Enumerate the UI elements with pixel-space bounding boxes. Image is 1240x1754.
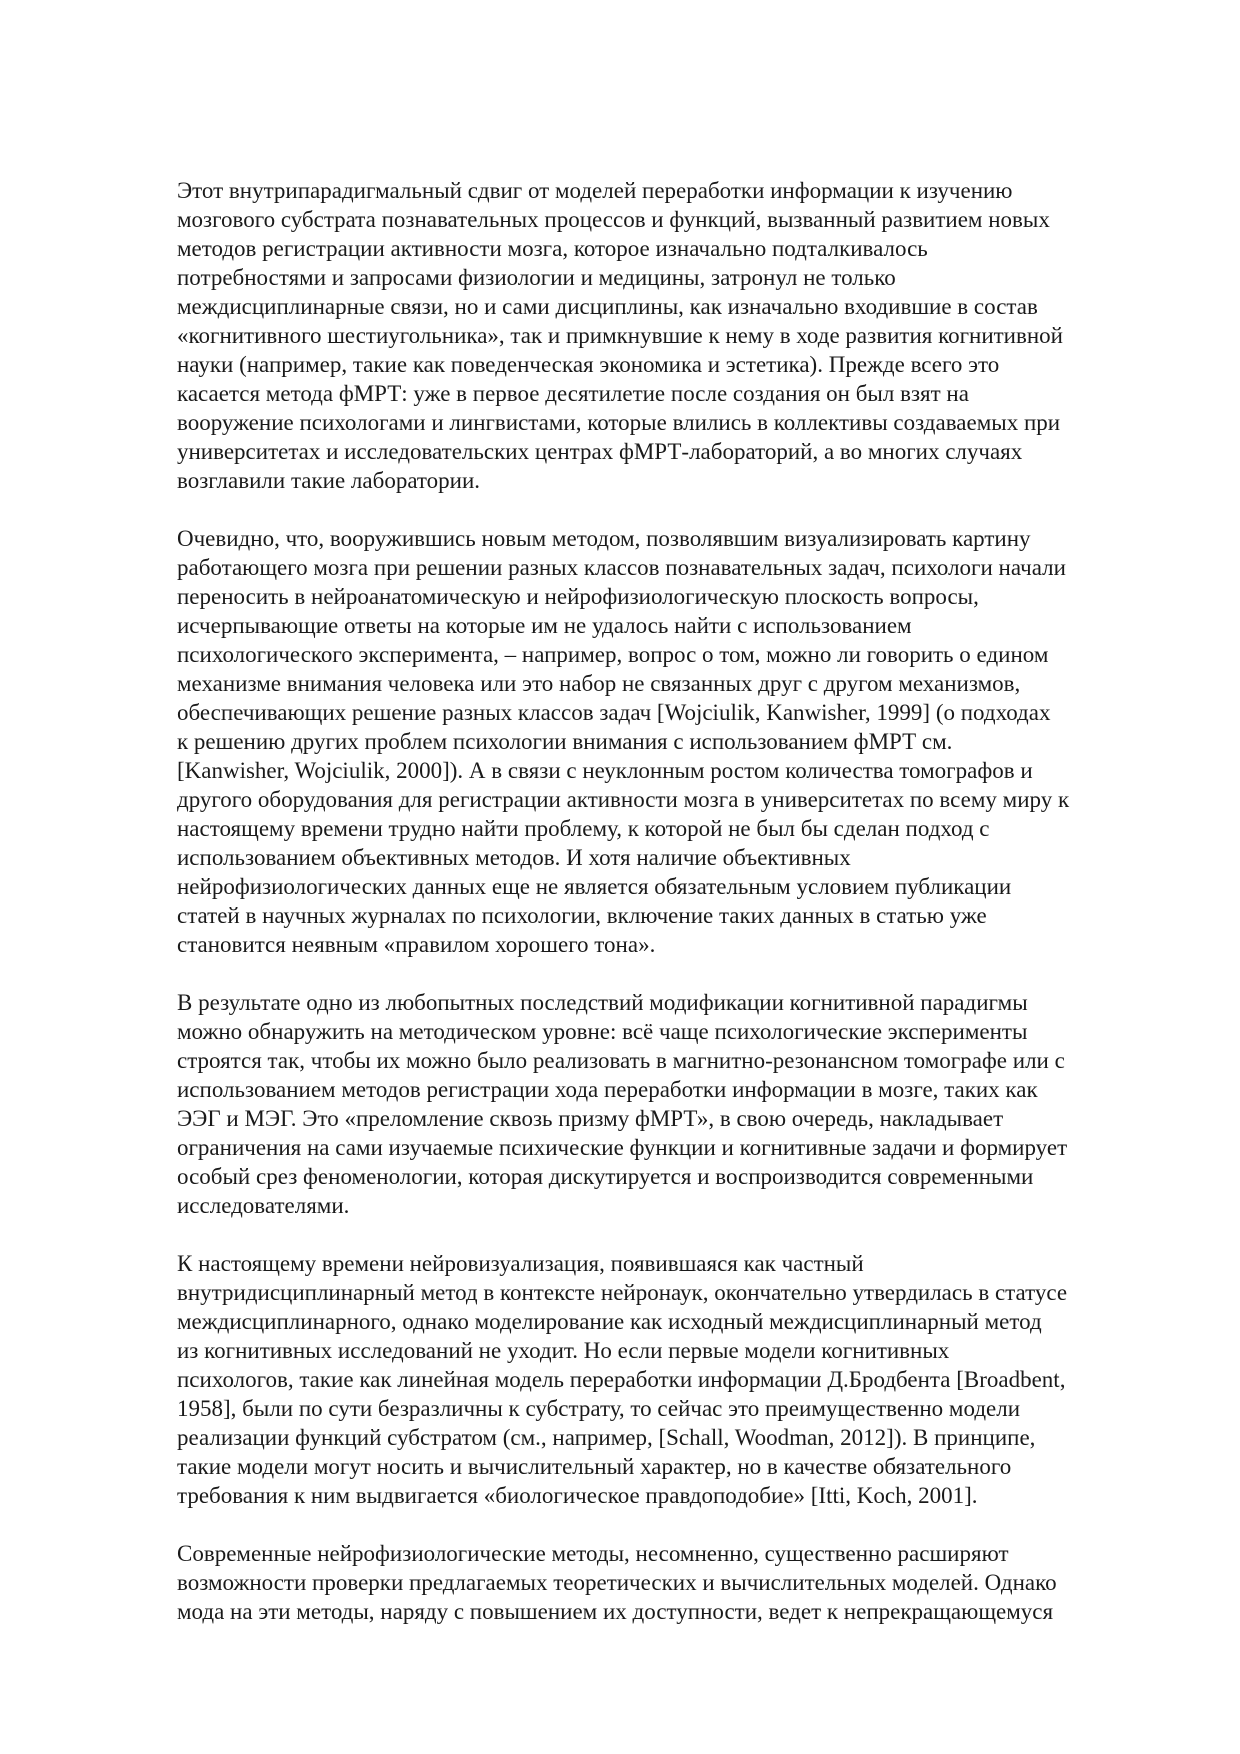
text-line: потребностями и запросами физиологии и медицины, затронул не только xyxy=(177,265,896,290)
text-line: использованием объективных методов. И хотя наличие объективных xyxy=(177,845,851,870)
text-line: междисциплинарного, однако моделирование как исходный междисциплинарный метод xyxy=(177,1309,1042,1334)
text-line: обеспечивающих решение разных классов задач [Wojciulik, Kanwisher, 1999] (о подходах xyxy=(177,700,1051,725)
text-line: переносить в нейроанатомическую и нейрофизиологическую плоскость вопросы, xyxy=(177,584,979,609)
text-line: мода на эти методы, наряду с повышением их доступности, ведет к непрекращающемуся xyxy=(177,1599,1054,1624)
text-line: из когнитивных исследований не уходит. Но если первые модели когнитивных xyxy=(177,1338,950,1363)
paragraph xyxy=(177,1249,1163,1510)
text-line: «когнитивного шестиугольника», так и примкнувшие к нему в ходе развития когнитивной xyxy=(177,323,1063,348)
text-line: касается метода фМРТ: уже в первое десятилетие после создания он был взят на xyxy=(177,381,969,406)
text-line: вооружение психологами и лингвистами, которые влились в коллективы создаваемых при xyxy=(177,410,1061,435)
text-line: нейрофизиологических данных еще не является обязательным условием публикации xyxy=(177,874,1012,899)
text-line: строятся так, чтобы их можно было реализовать в магнитно-резонансном томографе или с xyxy=(177,1048,1065,1073)
text-line: Очевидно, что, вооружившись новым методом, позволявшим визуализировать картину xyxy=(177,526,1031,551)
paragraph xyxy=(177,176,1163,495)
text-line: можно обнаружить на методическом уровне: всё чаще психологические эксперименты xyxy=(177,1019,1028,1044)
text-line: исследователями. xyxy=(177,1193,350,1218)
text-line: возможности проверки предлагаемых теоретических и вычислительных моделей. Однако xyxy=(177,1570,1057,1595)
text-line: исчерпывающие ответы на которые им не удалось найти с использованием xyxy=(177,613,912,638)
paragraph xyxy=(177,524,1163,959)
text-line: Современные нейрофизиологические методы, несомненно, существенно расширяют xyxy=(177,1541,1009,1566)
text-line: механизме внимания человека или это набор не связанных друг с другом механизмов, xyxy=(177,671,1021,696)
text-line: реализации функций субстратом (см., например, [Schall, Woodman, 2012]). В принципе, xyxy=(177,1425,1036,1450)
text-line: использованием методов регистрации хода переработки информации в мозге, таких как xyxy=(177,1077,1038,1102)
text-line: В результате одно из любопытных последствий модификации когнитивной парадигмы xyxy=(177,990,1028,1015)
paragraph xyxy=(177,988,1163,1220)
text-line: настоящему времени трудно найти проблему, к которой не был бы сделан подход с xyxy=(177,816,990,841)
text-line: психологического эксперимента, – например, вопрос о том, можно ли говорить о едином xyxy=(177,642,1049,667)
paragraph xyxy=(177,1539,1163,1626)
text-line: методов регистрации активности мозга, которое изначально подталкивалось xyxy=(177,236,928,261)
text-line: [Kanwisher, Wojciulik, 2000]). А в связи с неуклонным ростом количества томографов и xyxy=(177,758,1033,783)
text-line: психологов, такие как линейная модель переработки информации Д.Бродбента [Broadbent, xyxy=(177,1367,1066,1392)
text-line: К настоящему времени нейровизуализация, появившаяся как частный xyxy=(177,1251,864,1276)
text-line: к решению других проблем психологии внимания с использованием фМРТ см. xyxy=(177,729,953,754)
text-line: ЭЭГ и МЭГ. Это «преломление сквозь призму фМРТ», в свою очередь, накладывает xyxy=(177,1106,1004,1131)
text-line: 1958], были по сути безразличны к субстрату, то сейчас это преимущественно модели xyxy=(177,1396,1021,1421)
text-line: особый срез феноменологии, которая дискутируется и воспроизводится современными xyxy=(177,1164,1034,1189)
text-line: требования к ним выдвигается «биологическое правдоподобие» [Itti, Koch, 2001]. xyxy=(177,1483,978,1508)
text-line: междисциплинарные связи, но и сами дисциплины, как изначально входившие в состав xyxy=(177,294,1038,319)
text-line: работающего мозга при решении разных классов познавательных задач, психологи начали xyxy=(177,555,1066,580)
text-line: становится неявным «правилом хорошего тона». xyxy=(177,932,656,957)
text-line: университетах и исследовательских центрах фМРТ-лабораторий, а во многих случаях xyxy=(177,439,1023,464)
text-line: возглавили такие лаборатории. xyxy=(177,468,481,493)
text-line: ограничения на сами изучаемые психические функции и когнитивные задачи и формирует xyxy=(177,1135,1068,1160)
text-line: такие модели могут носить и вычислительный характер, но в качестве обязательного xyxy=(177,1454,1012,1479)
text-line: мозгового субстрата познавательных процессов и функций, вызванный развитием новых xyxy=(177,207,1050,232)
text-line: статей в научных журналах по психологии, включение таких данных в статью уже xyxy=(177,903,987,928)
text-line: другого оборудования для регистрации активности мозга в университетах по всему миру к xyxy=(177,787,1070,812)
text-line: внутридисциплинарный метод в контексте нейронаук, окончательно утвердилась в статусе xyxy=(177,1280,1068,1305)
text-line: науки (например, такие как поведенческая экономика и эстетика). Прежде всего это xyxy=(177,352,1000,377)
text-line: Этот внутрипарадигмальный сдвиг от моделей переработки информации к изучению xyxy=(177,178,1013,203)
document-body xyxy=(177,176,1163,1655)
